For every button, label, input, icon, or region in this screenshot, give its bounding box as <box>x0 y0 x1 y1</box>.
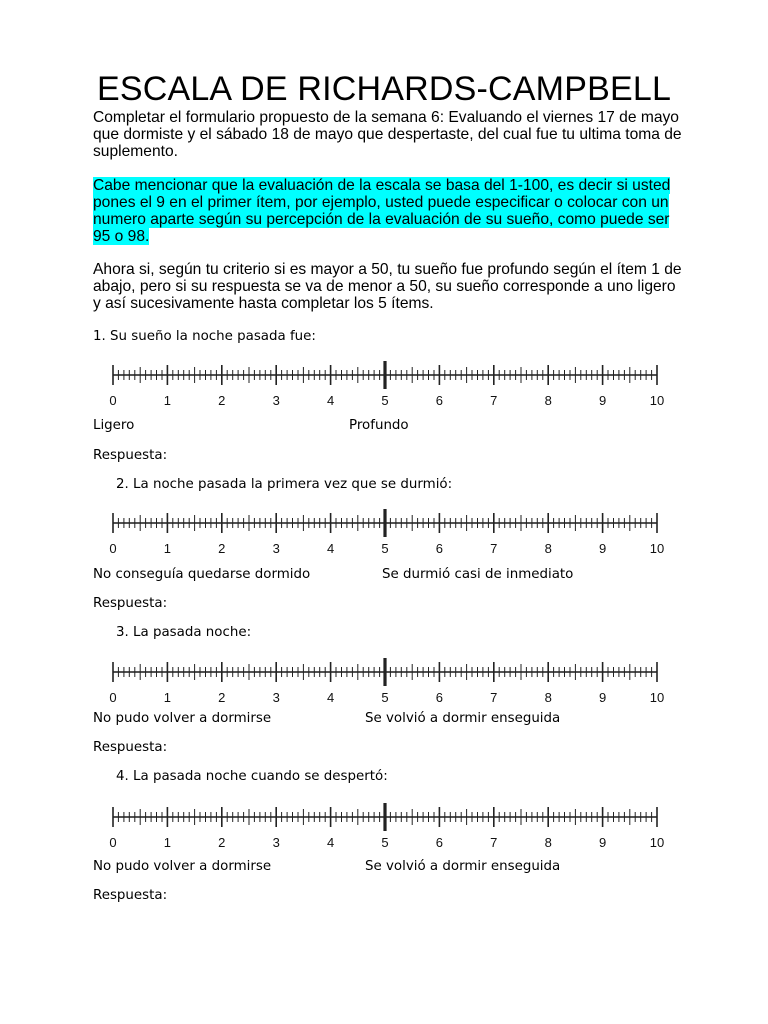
ruler-tick-label: 3 <box>272 393 280 408</box>
item-4-answer-label: Respuesta: <box>93 888 168 903</box>
scale-ruler-graphic <box>106 355 668 411</box>
ruler-tick-label: 4 <box>326 835 335 850</box>
ruler-tick-label: 7 <box>490 393 498 408</box>
instructions-paragraph: Ahora si, según tu criterio si es mayor a 50, tu sueño fue profundo según el ítem 1 de abajo, pero si su respuesta se va de menor a 50, su sueño corresponde a uno ligero y así sucesivamente hasta completar los 5 ítems. <box>93 261 682 312</box>
item-1-question: 1. Su sueño la noche pasada fue: <box>93 329 316 344</box>
ruler-tick-label: 3 <box>272 690 280 705</box>
ruler-tick-label: 3 <box>272 835 280 850</box>
ruler-tick-label: 7 <box>490 690 498 705</box>
ruler-tick-label: 0 <box>109 393 117 408</box>
ruler-tick-label: 10 <box>649 690 665 705</box>
item-1-ruler <box>106 355 668 411</box>
ruler-tick-label: 2 <box>218 690 226 705</box>
item-2-ruler <box>106 503 668 559</box>
item-4-question: 4. La pasada noche cuando se despertó: <box>116 769 388 784</box>
ruler-tick-label: 8 <box>544 690 552 705</box>
ruler-tick-label: 4 <box>326 393 335 408</box>
ruler-tick-label: 9 <box>598 393 607 408</box>
item-1-low-label: Ligero <box>93 418 135 433</box>
ruler-tick-label: 2 <box>218 393 226 408</box>
ruler-tick-label: 10 <box>649 393 665 408</box>
item-2-question: 2. La noche pasada la primera vez que se durmió: <box>116 477 453 492</box>
item-2-high-label: Se durmió casi de inmediato <box>382 567 574 582</box>
ruler-tick-label: 8 <box>544 393 552 408</box>
item-3-high-label: Se volvió a dormir enseguida <box>365 711 561 726</box>
ruler-tick-label: 7 <box>490 541 498 556</box>
item-1-high-label: Profundo <box>349 418 409 433</box>
item-4-ruler <box>106 797 668 853</box>
page-title: ESCALA DE RICHARDS-CAMPBELL <box>96 70 672 108</box>
ruler-tick-label: 5 <box>381 393 389 408</box>
item-4-high-label: Se volvió a dormir enseguida <box>365 859 561 874</box>
highlighted-note: Cabe mencionar que la evaluación de la escala se basa del 1-100, es decir si usted pones el 9 en el primer ítem, por ejemplo, usted puede especificar o colocar con un numero aparte según su percepción de la evaluación de su sueño, como puede ser 95 o 98. <box>93 177 671 245</box>
ruler-tick-label: 9 <box>598 541 607 556</box>
ruler-tick-label: 10 <box>649 541 665 556</box>
ruler-tick-label: 8 <box>544 541 552 556</box>
ruler-tick-label: 4 <box>326 690 335 705</box>
ruler-tick-label: 5 <box>381 541 389 556</box>
item-2-low-label: No conseguía quedarse dormido <box>93 567 311 582</box>
item-4-low-label: No pudo volver a dormirse <box>93 859 272 874</box>
scale-ruler-graphic <box>106 652 668 708</box>
ruler-tick-label: 9 <box>598 690 607 705</box>
item-3-low-label: No pudo volver a dormirse <box>93 711 272 726</box>
ruler-tick-label: 5 <box>381 690 389 705</box>
ruler-tick-label: 6 <box>435 541 444 556</box>
ruler-tick-label: 1 <box>163 835 172 850</box>
ruler-tick-label: 0 <box>109 690 117 705</box>
item-1-answer-label: Respuesta: <box>93 448 168 463</box>
ruler-tick-label: 10 <box>649 835 665 850</box>
ruler-tick-label: 1 <box>163 541 172 556</box>
ruler-tick-label: 9 <box>598 835 607 850</box>
ruler-tick-label: 2 <box>218 835 226 850</box>
ruler-tick-label: 6 <box>435 393 444 408</box>
ruler-tick-label: 8 <box>544 835 552 850</box>
ruler-tick-label: 0 <box>109 835 117 850</box>
ruler-tick-label: 6 <box>435 690 444 705</box>
scale-ruler-graphic <box>106 503 668 559</box>
item-3-question: 3. La pasada noche: <box>116 625 252 640</box>
ruler-tick-label: 4 <box>326 541 335 556</box>
item-3-ruler <box>106 652 668 708</box>
ruler-tick-label: 5 <box>381 835 389 850</box>
item-2-answer-label: Respuesta: <box>93 596 168 611</box>
ruler-tick-label: 0 <box>109 541 117 556</box>
item-3-answer-label: Respuesta: <box>93 740 168 755</box>
ruler-tick-label: 3 <box>272 541 280 556</box>
ruler-tick-label: 2 <box>218 541 226 556</box>
note-paragraph <box>93 177 683 245</box>
ruler-tick-label: 1 <box>163 393 172 408</box>
intro-paragraph: Completar el formulario propuesto de la semana 6: Evaluando el viernes 17 de mayo que dormiste y el sábado 18 de mayo que despertaste, del cual fue tu ultima toma de suplemento. <box>93 109 682 160</box>
ruler-tick-label: 7 <box>490 835 498 850</box>
scale-ruler-graphic <box>106 797 668 853</box>
ruler-tick-label: 6 <box>435 835 444 850</box>
ruler-tick-label: 1 <box>163 690 172 705</box>
